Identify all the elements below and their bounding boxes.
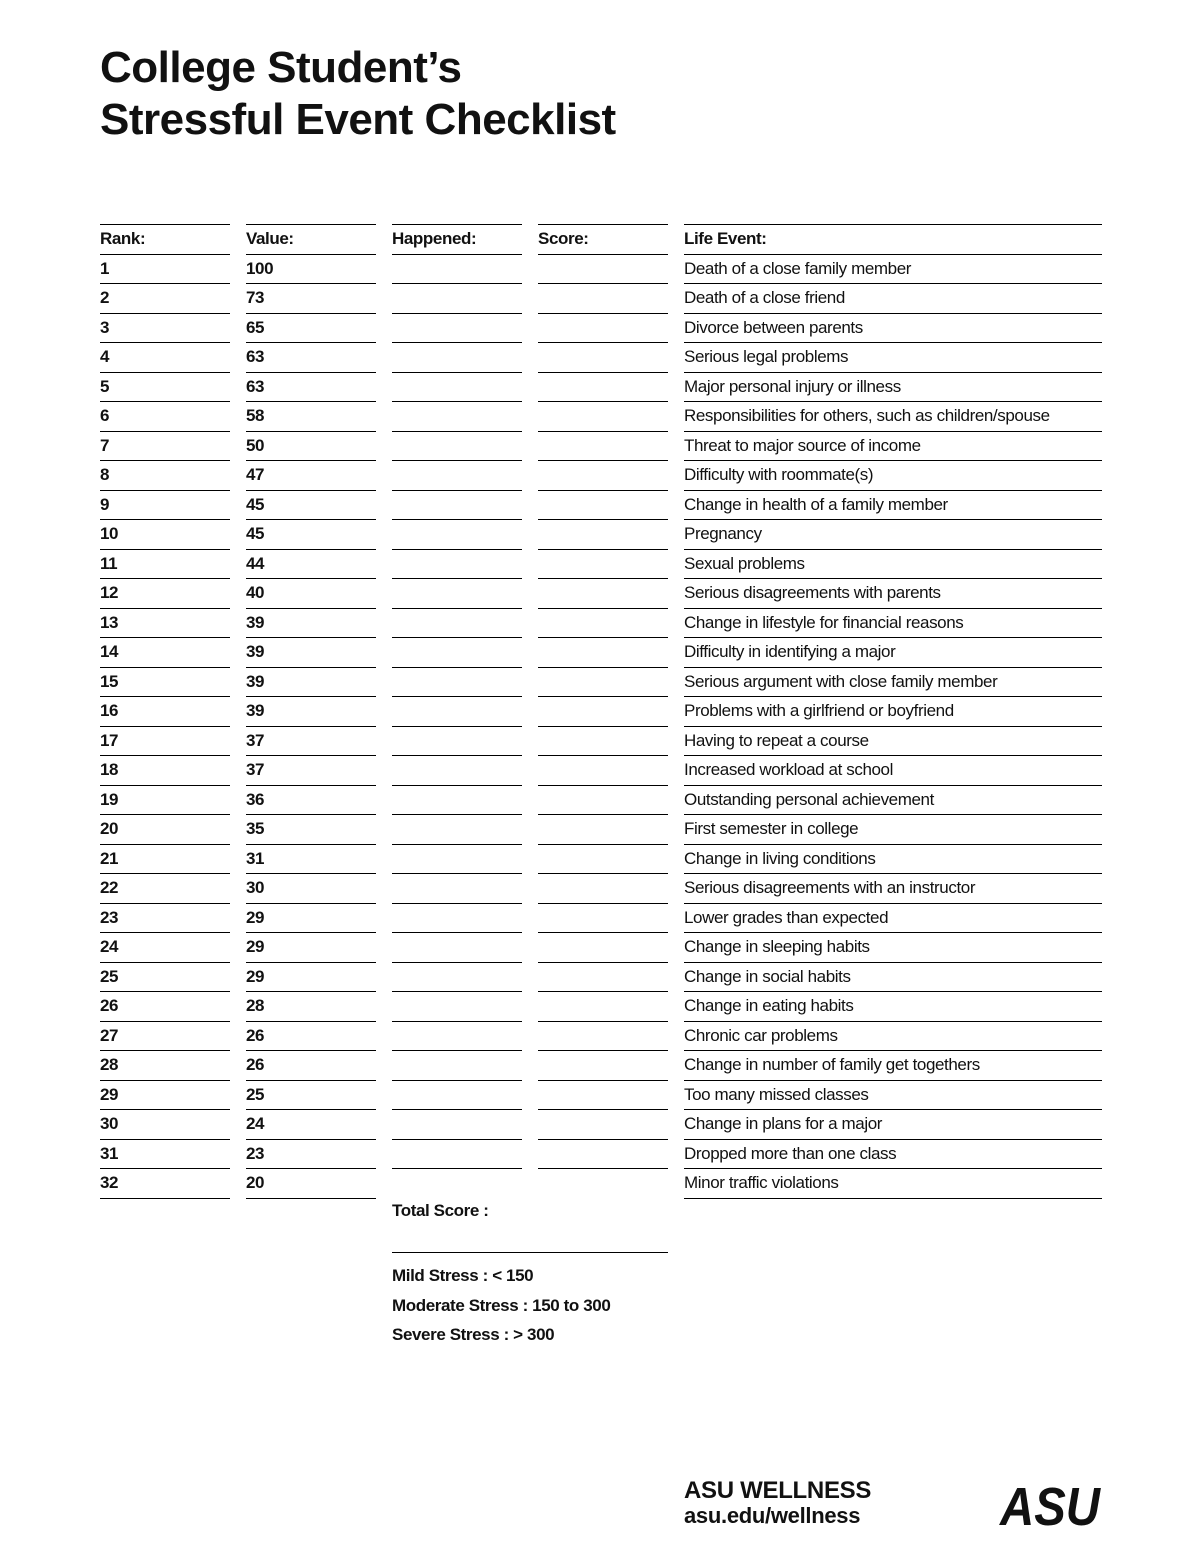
life-event-cell: Outstanding personal achievement <box>684 786 1102 816</box>
score-input[interactable] <box>538 550 668 580</box>
value-cell: 29 <box>246 933 376 963</box>
value-cell: 39 <box>246 609 376 639</box>
rank-cell: 17 <box>100 727 230 757</box>
happened-input[interactable] <box>392 668 522 698</box>
value-cell: 58 <box>246 402 376 432</box>
score-input[interactable] <box>538 638 668 668</box>
happened-input[interactable] <box>392 845 522 875</box>
rank-cell: 26 <box>100 992 230 1022</box>
rank-cell: 3 <box>100 314 230 344</box>
happened-input[interactable] <box>392 520 522 550</box>
life-event-cell: Difficulty in identifying a major <box>684 638 1102 668</box>
life-event-cell: Change in plans for a major <box>684 1110 1102 1140</box>
score-input[interactable] <box>538 491 668 521</box>
rank-cell: 9 <box>100 491 230 521</box>
value-cell: 36 <box>246 786 376 816</box>
value-column <box>246 224 376 1199</box>
score-input[interactable] <box>538 697 668 727</box>
life-event-column <box>684 224 1102 1199</box>
life-event-cell: Serious argument with close family member <box>684 668 1102 698</box>
life-event-cell: Death of a close friend <box>684 284 1102 314</box>
happened-input[interactable] <box>392 314 522 344</box>
life-event-cell: Pregnancy <box>684 520 1102 550</box>
value-cell: 39 <box>246 697 376 727</box>
value-cell: 39 <box>246 638 376 668</box>
score-column <box>538 224 668 1198</box>
life-event-cell: First semester in college <box>684 815 1102 845</box>
asu-logo-text: ASU <box>998 1477 1102 1537</box>
life-event-cell: Death of a close family member <box>684 255 1102 285</box>
rank-cell: 5 <box>100 373 230 403</box>
rank-cell: 7 <box>100 432 230 462</box>
happened-input[interactable] <box>392 697 522 727</box>
rank-cell: 16 <box>100 697 230 727</box>
rank-cell: 20 <box>100 815 230 845</box>
life-event-cell: Sexual problems <box>684 550 1102 580</box>
value-cell: 37 <box>246 756 376 786</box>
happened-input[interactable] <box>392 402 522 432</box>
rank-header: Rank: <box>100 224 230 255</box>
title-line-1: College Student’s <box>100 43 462 92</box>
life-event-cell: Change in social habits <box>684 963 1102 993</box>
life-event-cell: Change in lifestyle for financial reasons <box>684 609 1102 639</box>
happened-input[interactable] <box>392 284 522 314</box>
life-event-cell: Having to repeat a course <box>684 727 1102 757</box>
value-cell: 24 <box>246 1110 376 1140</box>
life-event-header: Life Event: <box>684 224 1102 255</box>
happened-input[interactable] <box>392 579 522 609</box>
rank-cell: 10 <box>100 520 230 550</box>
value-cell: 65 <box>246 314 376 344</box>
score-input[interactable] <box>538 520 668 550</box>
life-event-cell: Divorce between parents <box>684 314 1102 344</box>
happened-input[interactable] <box>392 756 522 786</box>
rank-cell: 27 <box>100 1022 230 1052</box>
value-cell: 45 <box>246 491 376 521</box>
score-input[interactable] <box>538 1140 668 1170</box>
value-cell: 50 <box>246 432 376 462</box>
rank-cell: 28 <box>100 1051 230 1081</box>
life-event-cell: Change in sleeping habits <box>684 933 1102 963</box>
happened-input[interactable] <box>392 491 522 521</box>
page-title <box>100 42 616 146</box>
happened-input[interactable] <box>392 1081 522 1111</box>
score-input[interactable] <box>538 432 668 462</box>
happened-input[interactable] <box>392 373 522 403</box>
rank-cell: 14 <box>100 638 230 668</box>
score-input[interactable] <box>538 609 668 639</box>
score-input[interactable] <box>538 845 668 875</box>
score-input[interactable] <box>538 668 668 698</box>
happened-input[interactable] <box>392 609 522 639</box>
life-event-cell: Threat to major source of income <box>684 432 1102 462</box>
score-input[interactable] <box>538 1051 668 1081</box>
happened-input[interactable] <box>392 815 522 845</box>
happened-input[interactable] <box>392 1140 522 1170</box>
value-cell: 26 <box>246 1022 376 1052</box>
rank-cell: 29 <box>100 1081 230 1111</box>
happened-header: Happened: <box>392 224 522 255</box>
score-input[interactable] <box>538 904 668 934</box>
value-cell: 63 <box>246 343 376 373</box>
happened-input[interactable] <box>392 1110 522 1140</box>
legend-moderate: Moderate Stress : 150 to 300 <box>392 1295 611 1315</box>
life-event-cell: Problems with a girlfriend or boyfriend <box>684 697 1102 727</box>
score-input[interactable] <box>538 963 668 993</box>
happened-input[interactable] <box>392 1169 522 1198</box>
happened-input[interactable] <box>392 963 522 993</box>
rank-column <box>100 224 230 1199</box>
score-input[interactable] <box>538 579 668 609</box>
life-event-cell: Change in living conditions <box>684 845 1102 875</box>
value-cell: 29 <box>246 963 376 993</box>
rank-cell: 13 <box>100 609 230 639</box>
happened-input[interactable] <box>392 786 522 816</box>
value-header: Value: <box>246 224 376 255</box>
score-input[interactable] <box>538 815 668 845</box>
value-cell: 28 <box>246 992 376 1022</box>
happened-input[interactable] <box>392 727 522 757</box>
value-cell: 100 <box>246 255 376 285</box>
happened-input[interactable] <box>392 992 522 1022</box>
life-event-cell: Serious legal problems <box>684 343 1102 373</box>
score-input[interactable] <box>538 373 668 403</box>
happened-input[interactable] <box>392 638 522 668</box>
value-cell: 45 <box>246 520 376 550</box>
value-cell: 37 <box>246 727 376 757</box>
score-input[interactable] <box>538 756 668 786</box>
life-event-cell: Responsibilities for others, such as children/spouse <box>684 402 1102 432</box>
rank-cell: 8 <box>100 461 230 491</box>
score-input[interactable] <box>538 314 668 344</box>
life-event-cell: Change in eating habits <box>684 992 1102 1022</box>
rank-cell: 18 <box>100 756 230 786</box>
value-cell: 47 <box>246 461 376 491</box>
rank-cell: 2 <box>100 284 230 314</box>
life-event-cell: Serious disagreements with an instructor <box>684 874 1102 904</box>
life-event-cell: Increased workload at school <box>684 756 1102 786</box>
life-event-cell: Minor traffic violations <box>684 1169 1102 1199</box>
life-event-cell: Serious disagreements with parents <box>684 579 1102 609</box>
rank-cell: 6 <box>100 402 230 432</box>
total-score-label: Total Score : <box>392 1201 489 1220</box>
rank-cell: 12 <box>100 579 230 609</box>
happened-input[interactable] <box>392 933 522 963</box>
rank-cell: 24 <box>100 933 230 963</box>
life-event-cell: Major personal injury or illness <box>684 373 1102 403</box>
rank-cell: 15 <box>100 668 230 698</box>
legend-severe: Severe Stress : > 300 <box>392 1325 555 1344</box>
stress-legend <box>392 1261 610 1350</box>
score-header: Score: <box>538 224 668 255</box>
rank-cell: 31 <box>100 1140 230 1170</box>
score-input[interactable] <box>538 1081 668 1111</box>
score-input[interactable] <box>538 1110 668 1140</box>
happened-input[interactable] <box>392 904 522 934</box>
score-input[interactable] <box>538 933 668 963</box>
happened-input[interactable] <box>392 461 522 491</box>
life-event-cell: Chronic car problems <box>684 1022 1102 1052</box>
life-event-cell: Change in number of family get togethers <box>684 1051 1102 1081</box>
brand-name: ASU WELLNESS <box>684 1477 872 1504</box>
value-cell: 23 <box>246 1140 376 1170</box>
rank-cell: 21 <box>100 845 230 875</box>
score-input[interactable] <box>538 1022 668 1052</box>
score-input[interactable] <box>538 343 668 373</box>
value-cell: 44 <box>246 550 376 580</box>
brand-url: asu.edu/wellness <box>684 1503 861 1528</box>
score-input[interactable] <box>538 874 668 904</box>
score-input[interactable] <box>538 992 668 1022</box>
happened-input[interactable] <box>392 874 522 904</box>
value-cell: 26 <box>246 1051 376 1081</box>
happened-input[interactable] <box>392 1022 522 1052</box>
value-cell: 31 <box>246 845 376 875</box>
rank-cell: 1 <box>100 255 230 285</box>
happened-input[interactable] <box>392 255 522 285</box>
title-line-2: Stressful Event Checklist <box>100 95 616 144</box>
rank-cell: 4 <box>100 343 230 373</box>
value-cell: 25 <box>246 1081 376 1111</box>
score-input[interactable] <box>538 461 668 491</box>
score-input[interactable] <box>538 255 668 285</box>
happened-input[interactable] <box>392 1051 522 1081</box>
score-input[interactable] <box>538 1169 668 1198</box>
rank-cell: 11 <box>100 550 230 580</box>
rank-cell: 23 <box>100 904 230 934</box>
value-cell: 29 <box>246 904 376 934</box>
life-event-cell: Dropped more than one class <box>684 1140 1102 1170</box>
happened-column <box>392 224 522 1198</box>
rank-cell: 30 <box>100 1110 230 1140</box>
life-event-cell: Too many missed classes <box>684 1081 1102 1111</box>
asu-logo <box>998 1477 1102 1537</box>
legend-mild: Mild Stress : < 150 <box>392 1266 534 1285</box>
score-input[interactable] <box>538 786 668 816</box>
life-event-cell: Lower grades than expected <box>684 904 1102 934</box>
score-input[interactable] <box>538 284 668 314</box>
brand-block <box>684 1478 871 1528</box>
happened-input[interactable] <box>392 432 522 462</box>
life-event-cell: Change in health of a family member <box>684 491 1102 521</box>
value-cell: 63 <box>246 373 376 403</box>
life-event-cell: Difficulty with roommate(s) <box>684 461 1102 491</box>
happened-input[interactable] <box>392 550 522 580</box>
score-input[interactable] <box>538 402 668 432</box>
total-score-field[interactable] <box>392 1197 668 1253</box>
rank-cell: 22 <box>100 874 230 904</box>
score-input[interactable] <box>538 727 668 757</box>
value-cell: 20 <box>246 1169 376 1199</box>
value-cell: 35 <box>246 815 376 845</box>
rank-cell: 19 <box>100 786 230 816</box>
value-cell: 30 <box>246 874 376 904</box>
happened-input[interactable] <box>392 343 522 373</box>
rank-cell: 25 <box>100 963 230 993</box>
value-cell: 73 <box>246 284 376 314</box>
rank-cell: 32 <box>100 1169 230 1199</box>
value-cell: 40 <box>246 579 376 609</box>
value-cell: 39 <box>246 668 376 698</box>
